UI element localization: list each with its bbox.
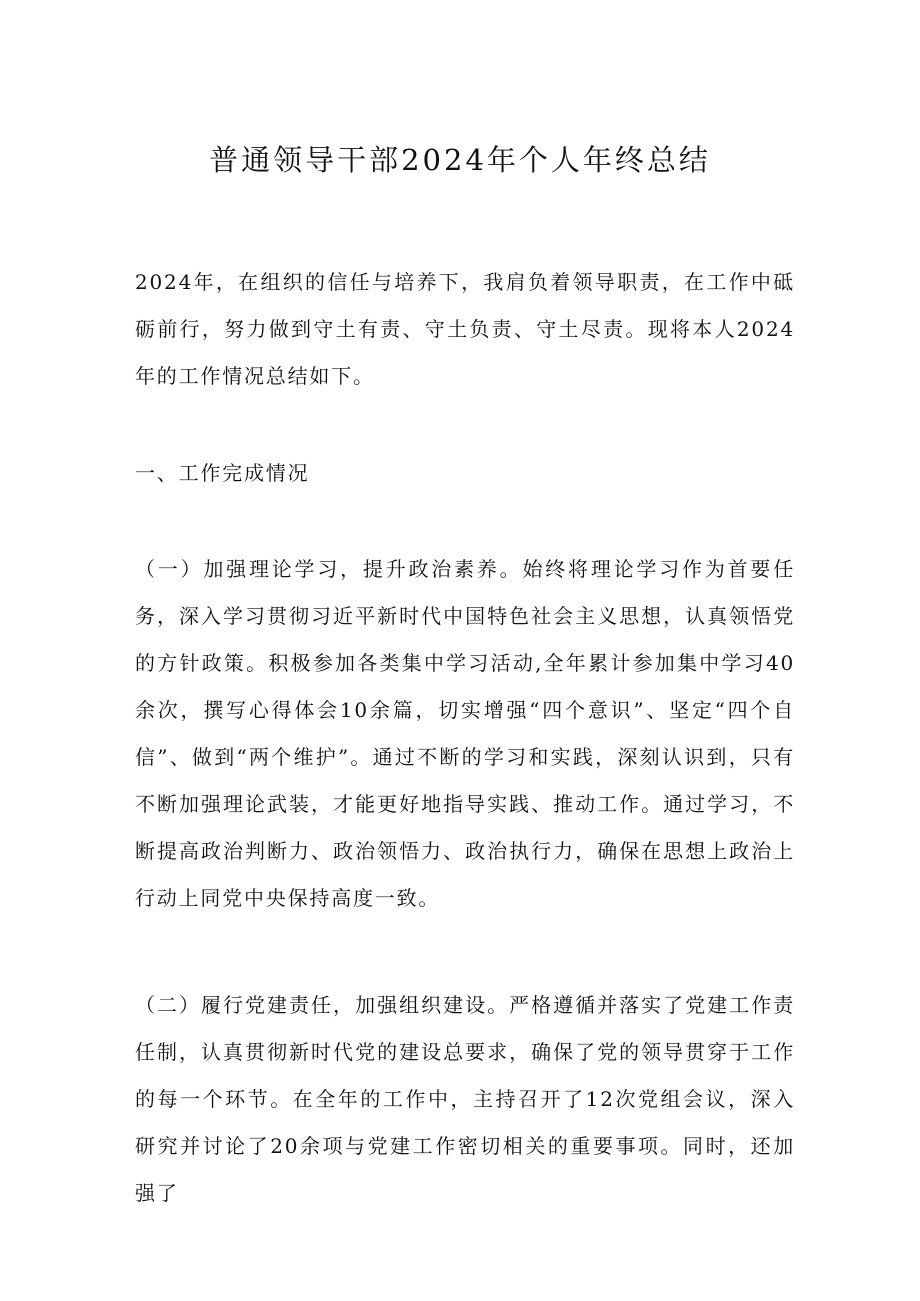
- section-heading: 一、工作完成情况: [135, 461, 310, 485]
- paragraph-item-2: （二）履行党建责任，加强组织建设。严格遵循并落实了党建工作责任制，认真贯彻新时代党的建设总要求，确保了党的领导贯穿于工作的每一个环节。在全年的工作中，主持召开了12次党组会议，深入研究并讨论了20余项与党建工作密切相关的重要事项。同时，还加强了: [135, 993, 795, 1205]
- paragraph-item-1: （一）加强理论学习，提升政治素养。始终将理论学习作为首要任务，深入学习贯彻习近平新时代中国特色社会主义思想，认真领悟党的方针政策。积极参加各类集中学习活动,全年累计参加集中学习40余次，撰写心得体会10余篇，切实增强“四个意识”、坚定“四个自信”、做到“两个维护”。通过不断的学习和实践，深刻认识到，只有不断加强理论武装，才能更好地指导实践、推动工作。通过学习，不断提高政治判断力、政治领悟力、政治执行力，确保在思想上政治上行动上同党中央保持高度一致。: [135, 557, 795, 910]
- intro-paragraph: 2024年，在组织的信任与培养下，我肩负着领导职责，在工作中砥砺前行，努力做到守土有责、守土负责、守土尽责。现将本人2024年的工作情况总结如下。: [135, 270, 795, 388]
- document-title: 普通领导干部2024年个人年终总结: [209, 143, 711, 177]
